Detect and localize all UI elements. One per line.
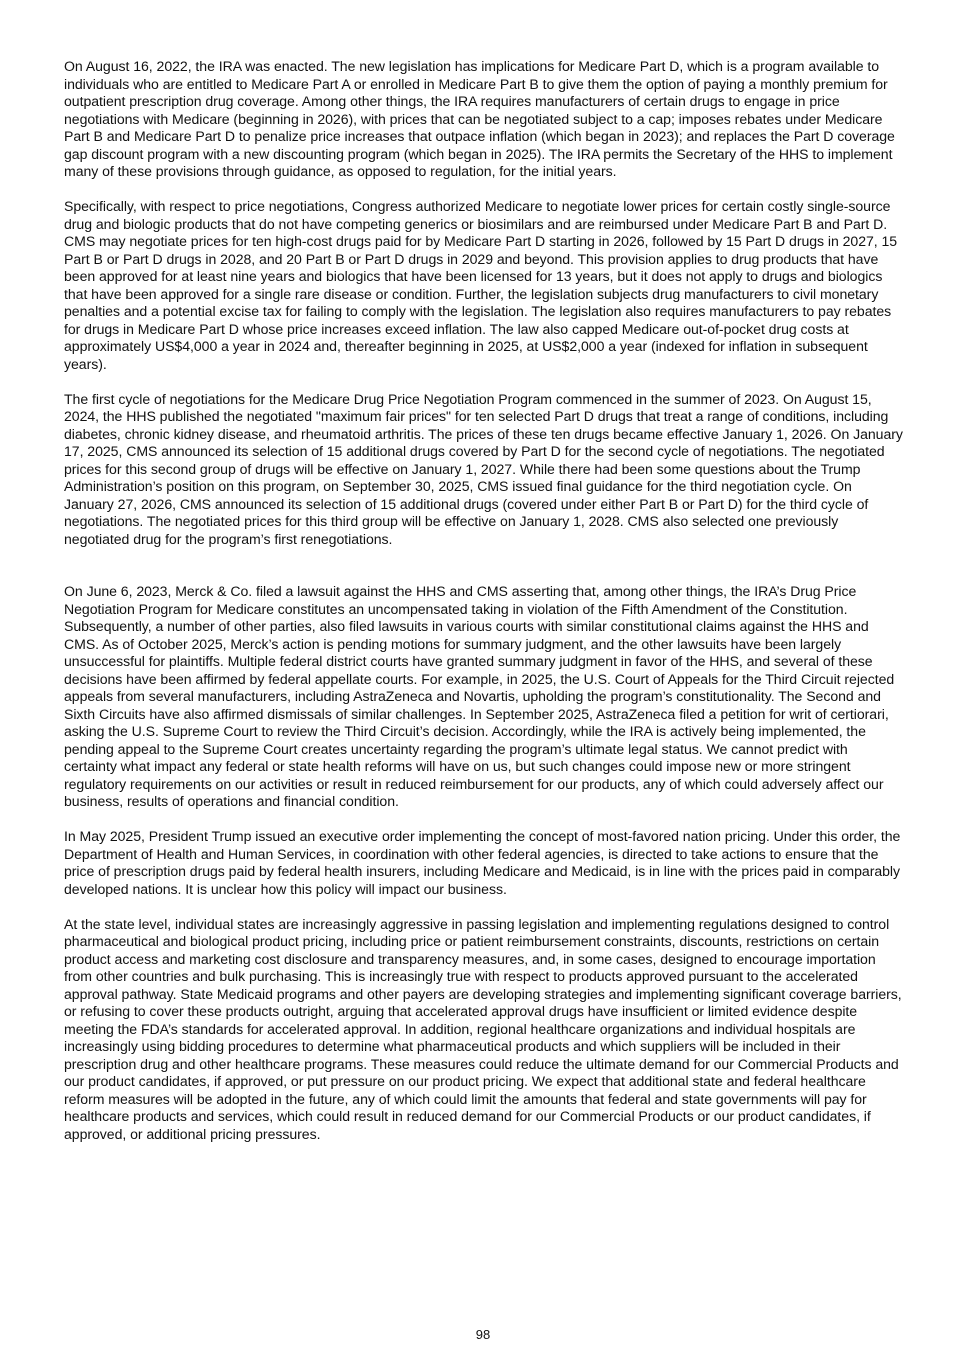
paragraph-merck-lawsuit: On June 6, 2023, Merck & Co. filed a lawsuit against the HHS and CMS asserting that, among other things, the IRA’s Drug Price Negotiation Program for Medicare constitutes an uncompensated taking in violation of the Fifth Amendment of the Constitution. Subsequently, a number of other parties, also filed lawsuits in various courts with similar constitutional claims against the HHS and CMS. As of October 2025, Merck’s action is pending motions for summary judgment, and the other lawsuits have been largely unsuccessful for plaintiffs. Multiple federal district courts have granted summary judgment in favor of the HHS, and several of these decisions have been affirmed by federal appellate courts. For example, in 2025, the U.S. Court of Appeals for the Third Circuit rejected appeals from several manufacturers, including AstraZeneca and Novartis, upholding the program’s constitutionality. The Second and Sixth Circuits have also affirmed dismissals of similar challenges. In September 2025, AstraZeneca filed a petition for writ of certiorari, asking the U.S. Supreme Court to review the Third Circuit’s decision. Accordingly, while the IRA is actively being implemented, the pending appeal to the Supreme Court creates uncertainty regarding the program’s ultimate legal status. We cannot predict with certainty what impact any federal or state health reforms will have on us, but such changes could impose new or more stringent regulatory requirements on our activities or result in reduced reimbursement for our products, any of which could adversely affect our business, results of operations and financial condition. (64, 583, 895, 809)
paragraph-executive-order: In May 2025, President Trump issued an executive order implementing the concept of most-favored nation pricing. Under this order, the Department of Health and Human Services, in coordination with other federal agencies, is directed to take actions to ensure that the price of prescription drugs paid by federal health insurers, including Medicare and Medicaid, is in line with the prices paid in comparably developed nations. It is unclear how this policy will impact our business. (64, 828, 901, 897)
paragraph-ira-enactment: On August 16, 2022, the IRA was enacted. The new legislation has implications for Medicare Part D, which is a program available to individuals who are entitled to Medicare Part A or enrolled in Medicare Part B to give them the option of paying a monthly premium for outpatient prescription drug coverage. Among other things, the IRA requires manufacturers of certain drugs to engage in price negotiations with Medicare (beginning in 2026), with prices that can be negotiated subject to a cap; imposes rebates under Medicare Part B and Medicare Part D to penalize price increases that outpace inflation (which began in 2023); and replaces the Part D coverage gap discount program with a new discounting program (which began in 2025). The IRA permits the Secretary of the HHS to implement many of these provisions through guidance, as opposed to regulation, for the initial years. (64, 58, 895, 179)
paragraph-spacer (64, 181, 904, 199)
paragraph-spacer (64, 548, 904, 583)
paragraph-spacer (64, 373, 904, 391)
paragraph-negotiation-cycles: The first cycle of negotiations for the Medicare Drug Price Negotiation Program commenced in the summer of 2023. On August 15, 2024, the HHS published the negotiated "maximum fair prices" for ten selected Part D drugs that treat a range of conditions, including diabetes, chronic kidney disease, and rheumatoid arthritis. The prices of these ten drugs became effective January 1, 2026. On January 17, 2025, CMS announced its selection of 15 additional drugs covered by Part D for the second cycle of negotiations. The negotiated prices for this second group of drugs will be effective on January 1, 2027. While there had been some questions about the Trump Administration’s position on this program, on September 30, 2025, CMS issued final guidance for the third negotiation cycle. On January 27, 2026, CMS announced its selection of 15 additional drugs (covered under either Part B or Part D) for the third cycle of negotiations. The negotiated prices for this third group will be effective on January 1, 2028. CMS also selected one previously negotiated drug for the program’s first renegotiations. (64, 390, 903, 547)
page-number: 98 (475, 1327, 491, 1342)
paragraph-price-negotiations: Specifically, with respect to price negotiations, Congress authorized Medicare to negotiate lower prices for certain costly single-source drug and biologic products that do not have competing generics or biosimilars and are reimbursed under Medicare Part B and Part D. CMS may negotiate prices for ten high-cost drugs paid for by Medicare Part D starting in 2026, followed by 15 Part D drugs in 2027, 15 Part B or Part D drugs in 2028, and 20 Part B or Part D drugs in 2029 and beyond. This provision applies to drug products that have been approved for at least nine years and biologics that have been licensed for 13 years, but it does not apply to drugs and biologics that have been approved for a single rare disease or condition. Further, the legislation subjects drug manufacturers to civil monetary penalties and a potential excise tax for failing to comply with the legislation. The legislation also requires manufacturers to pay rebates for drugs in Medicare Part D whose price increases exceed inflation. The law also capped Medicare out-of-pocket drug costs at approximately US$4,000 a year in 2024 and, thereafter beginning in 2025, at US$2,000 a year (indexed for inflation in subsequent years). (64, 198, 898, 372)
paragraph-spacer (64, 811, 904, 829)
document-body (64, 58, 904, 1143)
paragraph-state-level: At the state level, individual states are increasingly aggressive in passing legislation and implementing regulations designed to control pharmaceutical and biological product pricing, including price or patient reimbursement constraints, discounts, restrictions on certain product access and marketing cost disclosure and transparency measures, and, in some cases, designed to encourage importation from other countries and bulk purchasing. This is increasingly true with respect to products approved pursuant to the accelerated approval pathway. State Medicaid programs and other payers are developing strategies and implementing significant coverage barriers, or refusing to cover these products outright, arguing that accelerated approval drugs have insufficient or limited evidence despite meeting the FDA’s standards for accelerated approval. In addition, regional healthcare organizations and individual hospitals are increasingly using bidding procedures to determine what pharmaceutical products and which suppliers will be included in their prescription drug and other healthcare programs. These measures could reduce the ultimate demand for our Commercial Products and our product candidates, if approved, or put pressure on our product pricing. We expect that additional state and federal healthcare reform measures will be adopted in the future, any of which could limit the amounts that federal and state governments will pay for healthcare products and services, which could result in reduced demand for our Commercial Products or our product candidates, if approved, or additional pricing pressures. (64, 915, 902, 1142)
paragraph-spacer (64, 898, 904, 916)
